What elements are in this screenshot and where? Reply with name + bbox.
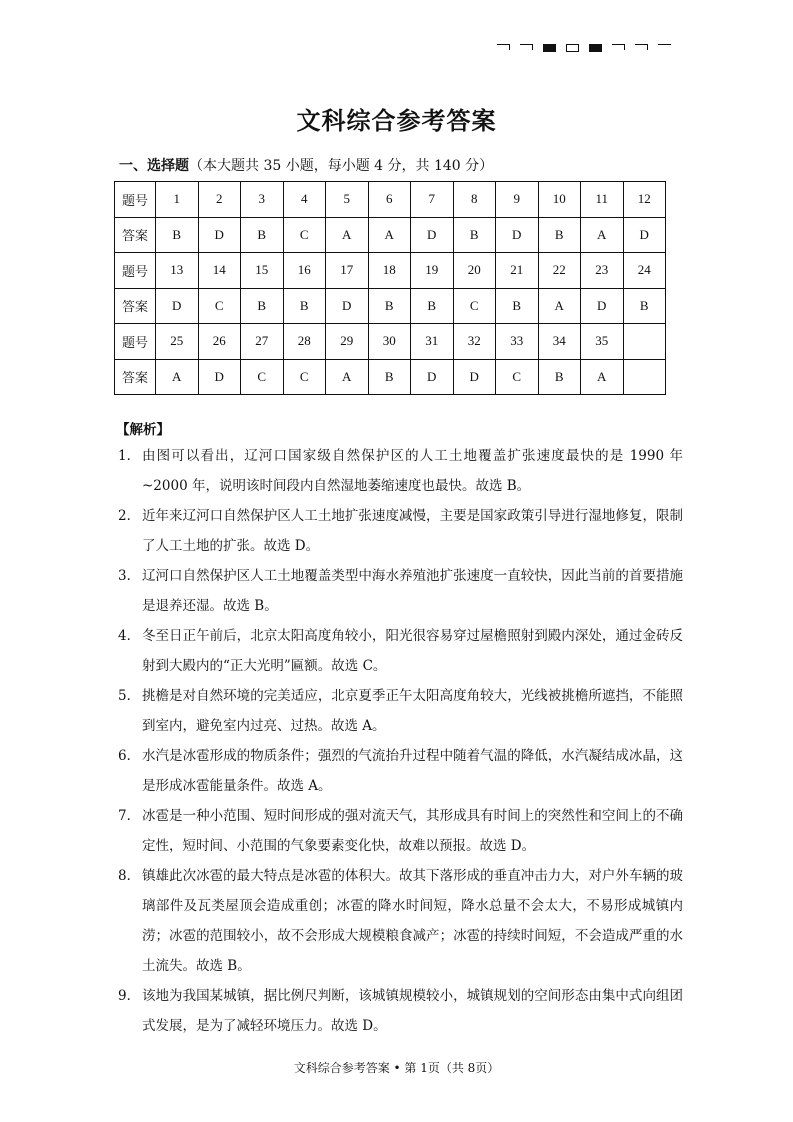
explanation-item	[118, 441, 683, 501]
question-number-cell: 7	[411, 182, 454, 218]
question-number-cell: 25	[156, 324, 199, 360]
section-heading	[119, 155, 493, 175]
explanation-number: 9．	[118, 988, 141, 1004]
header-registration-marks	[497, 44, 671, 52]
answer-cell: C	[198, 288, 241, 324]
registration-mark-icon	[566, 44, 579, 52]
section-label: 一、选择题	[119, 158, 189, 174]
explanation-text: 冰雹是一种小范围、短时间形成的强对流天气，其形成具有时间上的突然性和空间上的不确定性，短时间、小范围的气象要素变化快，故难以预报。故选 D。	[142, 808, 683, 854]
answer-cell: A	[326, 359, 369, 395]
question-number-cell: 1	[156, 182, 199, 218]
answer-table	[114, 181, 666, 395]
question-number-cell: 21	[496, 253, 539, 289]
explanation-number: 1．	[118, 448, 141, 464]
question-header-cell: 题号	[115, 253, 156, 289]
question-number-cell: 35	[581, 324, 624, 360]
question-number-cell: 24	[623, 253, 666, 289]
question-number-cell: 28	[283, 324, 326, 360]
question-number-cell: 26	[198, 324, 241, 360]
answer-cell: B	[538, 359, 581, 395]
explanation-number: 2．	[118, 508, 141, 524]
answer-cell: D	[581, 288, 624, 324]
answer-cell: D	[411, 359, 454, 395]
answer-cell: C	[241, 359, 284, 395]
answer-row	[115, 217, 666, 253]
document-title: 文科综合参考答案	[296, 106, 497, 135]
answer-cell: C	[496, 359, 539, 395]
answer-cell: A	[156, 359, 199, 395]
explanation-number: 6．	[118, 748, 141, 764]
registration-mark-icon	[520, 44, 533, 50]
explanation-text: 挑檐是对自然环境的完美适应，北京夏季正午太阳高度角较大，光线被挑檐所遮挡，不能照到室内，避免室内过亮、过热。故选 A。	[142, 688, 683, 734]
answer-cell: B	[283, 288, 326, 324]
question-number-cell: 8	[453, 182, 496, 218]
question-number-cell: 20	[453, 253, 496, 289]
answer-cell: B	[623, 288, 666, 324]
registration-mark-icon	[612, 44, 625, 50]
answer-cell: D	[411, 217, 454, 253]
question-number-cell: 2	[198, 182, 241, 218]
explanation-item	[118, 561, 683, 621]
answer-cell: B	[156, 217, 199, 253]
question-number-cell: 16	[283, 253, 326, 289]
question-number-cell	[623, 324, 666, 360]
explanation-number: 5．	[118, 688, 141, 704]
explanation-number: 4．	[118, 628, 141, 644]
registration-mark-icon	[589, 44, 602, 52]
explanation-number: 8．	[118, 868, 141, 884]
answer-header-cell: 答案	[115, 288, 156, 324]
answer-cell: B	[368, 359, 411, 395]
question-number-row	[115, 324, 666, 360]
explanation-text: 该地为我国某城镇，据比例尺判断，该城镇规模较小，城镇规划的空间形态由集中式向组团式发展，是为了减轻环境压力。故选 D。	[142, 988, 683, 1034]
explanation-number: 3．	[118, 568, 141, 584]
explanation-list	[118, 441, 683, 1041]
answer-cell: D	[326, 288, 369, 324]
answer-cell: B	[411, 288, 454, 324]
explanation-text: 冬至日正午前后，北京太阳高度角较小，阳光很容易穿过屋檐照射到殿内深处，通过金砖反射到大殿内的“正大光明”匾额。故选 C。	[142, 628, 683, 674]
question-number-row	[115, 253, 666, 289]
answer-cell: D	[198, 359, 241, 395]
answer-cell: A	[368, 217, 411, 253]
question-number-cell: 12	[623, 182, 666, 218]
question-header-cell: 题号	[115, 324, 156, 360]
explanation-item	[118, 741, 683, 801]
explanation-text: 镇雄此次冰雹的最大特点是冰雹的体积大。故其下落形成的垂直冲击力大，对户外车辆的玻璃部件及瓦类屋顶会造成重创；冰雹的降水时间短，降水总量不会太大，不易形成城镇内涝；冰雹的范围较小，故不会形成大规模粮食减产；冰雹的持续时间短，不会造成严重的水土流失。故选 B。	[142, 868, 683, 974]
answer-cell: B	[368, 288, 411, 324]
question-number-cell: 23	[581, 253, 624, 289]
question-number-cell: 27	[241, 324, 284, 360]
answer-cell: A	[538, 288, 581, 324]
answer-cell: D	[198, 217, 241, 253]
explanation-item	[118, 981, 683, 1041]
question-number-cell: 9	[496, 182, 539, 218]
answer-cell: D	[496, 217, 539, 253]
registration-mark-icon	[497, 44, 510, 50]
answer-cell: B	[241, 217, 284, 253]
answer-cell	[623, 359, 666, 395]
answer-cell: B	[241, 288, 284, 324]
registration-mark-icon	[635, 44, 648, 50]
question-header-cell: 题号	[115, 182, 156, 218]
question-number-cell: 10	[538, 182, 581, 218]
explanation-text: 由图可以看出，辽河口国家级自然保护区的人工土地覆盖扩张速度最快的是 1990 年~2000 年，说明该时间段内自然湿地萎缩速度也最快。故选 B。	[142, 448, 683, 494]
question-number-cell: 18	[368, 253, 411, 289]
question-number-cell: 5	[326, 182, 369, 218]
explanation-text: 近年来辽河口自然保护区人工土地扩张速度减慢，主要是国家政策引导进行湿地修复，限制了人工土地的扩张。故选 D。	[142, 508, 683, 554]
section-note: （本大题共 35 小题，每小题 4 分，共 140 分）	[189, 158, 494, 174]
question-number-cell: 4	[283, 182, 326, 218]
explanation-item	[118, 681, 683, 741]
explanation-text: 辽河口自然保护区人工土地覆盖类型中海水养殖池扩张速度一直较快，因此当前的首要措施是退养还湿。故选 B。	[142, 568, 683, 614]
question-number-cell: 22	[538, 253, 581, 289]
question-number-cell: 6	[368, 182, 411, 218]
answer-cell: B	[453, 217, 496, 253]
answer-cell: A	[581, 359, 624, 395]
explanation-number: 7．	[118, 808, 141, 824]
answer-cell: C	[283, 217, 326, 253]
answer-cell: D	[453, 359, 496, 395]
answer-cell: D	[156, 288, 199, 324]
answer-row	[115, 359, 666, 395]
explanation-item	[118, 861, 683, 981]
answer-header-cell: 答案	[115, 217, 156, 253]
question-number-cell: 11	[581, 182, 624, 218]
answer-cell: B	[496, 288, 539, 324]
question-number-cell: 32	[453, 324, 496, 360]
question-number-cell: 13	[156, 253, 199, 289]
answer-cell: C	[283, 359, 326, 395]
question-number-cell: 30	[368, 324, 411, 360]
question-number-cell: 17	[326, 253, 369, 289]
analysis-heading: 【解析】	[116, 422, 170, 438]
question-number-cell: 31	[411, 324, 454, 360]
explanation-item	[118, 501, 683, 561]
question-number-cell: 15	[241, 253, 284, 289]
question-number-cell: 34	[538, 324, 581, 360]
registration-mark-icon	[543, 44, 556, 52]
question-number-cell: 19	[411, 253, 454, 289]
page-footer: 文科综合参考答案 • 第 1页（共 8页）	[293, 1061, 500, 1075]
answer-cell: C	[453, 288, 496, 324]
answer-cell: A	[326, 217, 369, 253]
registration-mark-icon	[658, 44, 671, 46]
question-number-cell: 33	[496, 324, 539, 360]
question-number-cell: 29	[326, 324, 369, 360]
question-number-cell: 3	[241, 182, 284, 218]
answer-cell: B	[538, 217, 581, 253]
answer-cell: D	[623, 217, 666, 253]
answer-row	[115, 288, 666, 324]
question-number-cell: 14	[198, 253, 241, 289]
answer-header-cell: 答案	[115, 359, 156, 395]
explanation-text: 水汽是冰雹形成的物质条件；强烈的气流抬升过程中随着气温的降低，水汽凝结成冰晶，这是形成冰雹能量条件。故选 A。	[142, 748, 683, 794]
question-number-row	[115, 182, 666, 218]
explanation-item	[118, 621, 683, 681]
explanation-item	[118, 801, 683, 861]
answer-cell: A	[581, 217, 624, 253]
